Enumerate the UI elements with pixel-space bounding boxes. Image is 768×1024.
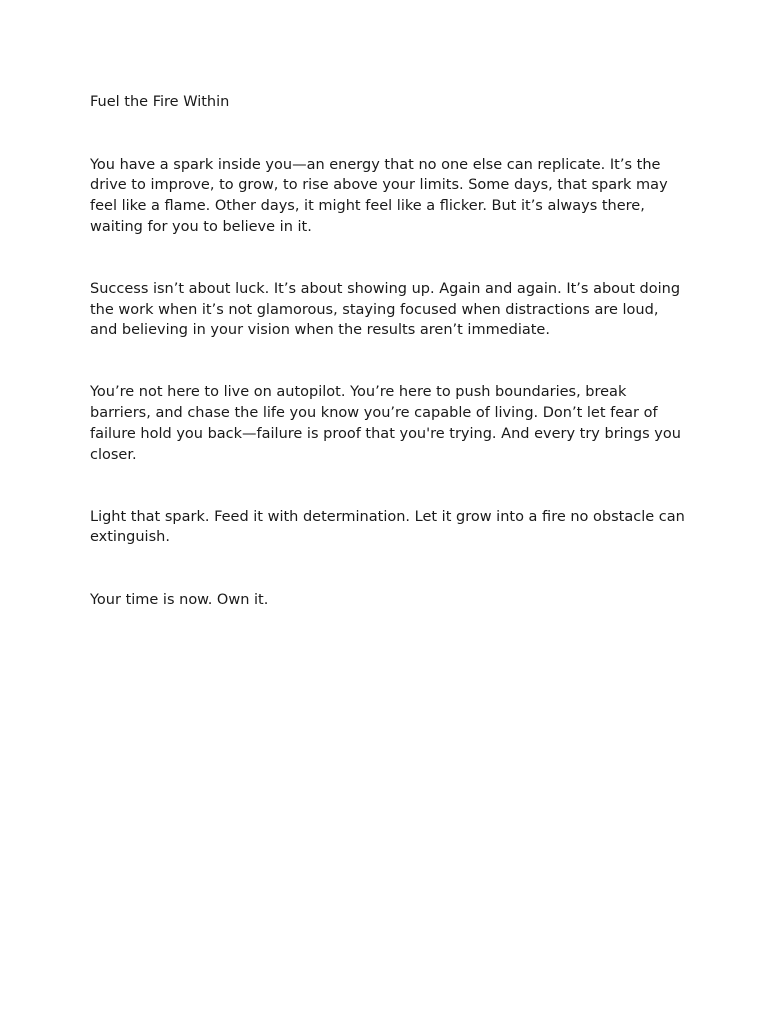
paragraph-5: Your time is now. Own it. <box>90 591 269 608</box>
paragraph-4: Light that spark. Feed it with determination. Let it grow into a fire no obstacle can extinguish. <box>90 508 685 546</box>
spacer <box>90 465 690 507</box>
document-page <box>90 92 690 610</box>
spacer <box>90 237 690 279</box>
spacer <box>90 113 690 155</box>
paragraph-1: You have a spark inside you—an energy that no one else can replicate. It’s the drive to improve, to grow, to rise above your limits. Some days, that spark may feel like a flame. Other days, it might feel like a flicker. But it’s always there, waiting for you to believe in it. <box>90 156 668 235</box>
document-title: Fuel the Fire Within <box>90 94 230 110</box>
paragraph-2: Success isn’t about luck. It’s about showing up. Again and again. It’s about doing the work when it’s not glamorous, staying focused when distractions are loud, and believing in your vision when the results aren’t immediate. <box>90 280 681 339</box>
paragraph-3: You’re not here to live on autopilot. You’re here to push boundaries, break barriers, and chase the life you know you’re capable of living. Don’t let fear of failure hold you back—failure is proof that you're trying. And every try brings you closer. <box>90 384 681 463</box>
spacer <box>90 341 690 383</box>
spacer <box>90 548 690 590</box>
